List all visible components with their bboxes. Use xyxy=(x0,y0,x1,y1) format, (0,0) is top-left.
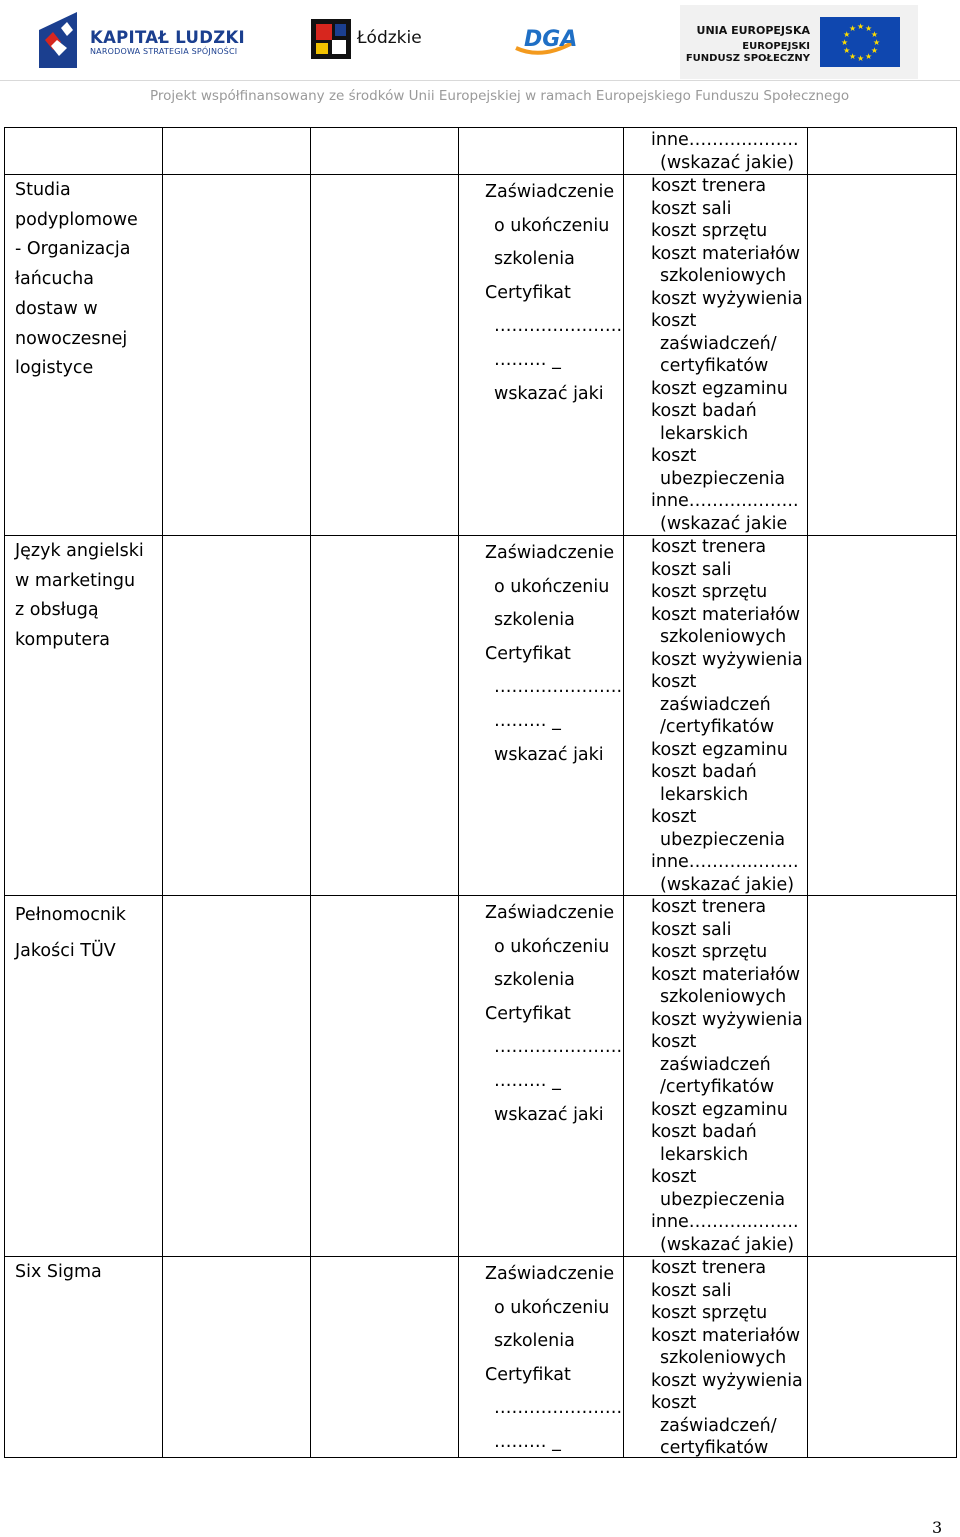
cost-items-line: koszt badań xyxy=(651,762,757,782)
cost-items-line: lekarskich xyxy=(660,784,749,805)
certificate-type-line: o ukończeniu xyxy=(494,576,610,597)
page-number: 3 xyxy=(932,1518,943,1537)
cost-items-line: szkoleniowych xyxy=(660,987,787,1007)
certificate-type xyxy=(485,897,622,1132)
course-name-line: - Organizacja xyxy=(15,239,131,260)
table-column-border xyxy=(162,127,163,1458)
certificate-type-line: o ukończeniu xyxy=(494,215,610,236)
cost-items-line: koszt badań xyxy=(651,401,757,421)
cost-items-line: szkoleniowych xyxy=(660,1348,787,1368)
certificate-type-line: ……… _ xyxy=(494,710,561,731)
certificate-type-line: o ukończeniu xyxy=(494,1297,610,1318)
certificate-type-line: Certyfikat xyxy=(485,643,571,664)
cost-items-line: koszt sprzętu xyxy=(651,1303,768,1323)
costs-top-cell-line: (wskazać jakie) xyxy=(660,152,795,173)
course-name-line: łańcucha xyxy=(15,269,94,290)
certificate-type-line: szkolenia xyxy=(494,249,575,270)
cost-items-line: koszt materiałów xyxy=(651,243,801,264)
cost-items-line: koszt sprzętu xyxy=(651,582,768,602)
cost-items-line: zaświadczeń xyxy=(660,1054,771,1075)
costs-top-cell xyxy=(651,129,799,174)
eu-star-icon: ★ xyxy=(843,30,851,39)
cost-items-line: koszt xyxy=(651,1393,697,1413)
cofinancing-note: Projekt współfinansowany ze środków Unii Europejskiej w ramach Europejskiego Funduszu Społecznego xyxy=(150,88,850,104)
table-column-border xyxy=(458,127,459,1458)
eu-star-icon: ★ xyxy=(849,51,857,61)
cost-items-line: koszt materiałów xyxy=(651,964,801,985)
cost-items-line: koszt sali xyxy=(651,559,732,580)
course-name-line: w marketingu xyxy=(15,570,136,591)
certificate-type-line: wskazać jaki xyxy=(494,744,604,765)
cost-items-line: koszt xyxy=(651,672,697,692)
cost-items-line: /certyfikatów xyxy=(660,717,775,737)
eu-star-icon: ★ xyxy=(849,24,857,34)
lodzkie-logo-text: Łódzkie xyxy=(357,28,422,48)
certificate-type-line: ……… _ xyxy=(494,1070,561,1091)
course-name xyxy=(15,537,144,656)
certificate-type-line: …………………. xyxy=(494,1398,623,1419)
cost-items-line: /certyfikatów xyxy=(660,1077,775,1097)
cost-items-line: koszt materiałów xyxy=(651,604,801,625)
course-name-line: komputera xyxy=(15,630,111,651)
page-header xyxy=(0,0,960,104)
cost-items-line: koszt materiałów xyxy=(651,1325,801,1346)
kapital-ludzki-title: KAPITAŁ LUDZKI xyxy=(90,28,245,47)
cost-items-line: koszt xyxy=(651,807,697,827)
cost-items-line: inne………..…….. xyxy=(651,491,799,511)
eu-star-icon: ★ xyxy=(870,30,879,39)
cost-items-line: ubezpieczenia xyxy=(660,1189,786,1210)
certificate-type-line: ……… _ xyxy=(494,349,561,370)
eu-flag-icon xyxy=(820,17,900,67)
course-name-line: dostaw w xyxy=(15,298,98,319)
table-column-border xyxy=(4,127,5,1458)
course-name xyxy=(15,1258,102,1288)
eu-star-icon: ★ xyxy=(857,54,865,63)
certificate-type-line: ……… _ xyxy=(494,1431,561,1452)
table-column-border xyxy=(956,127,957,1458)
course-name-line: podyplomowe xyxy=(15,209,138,230)
cost-items-line: koszt badań xyxy=(651,1122,757,1142)
eu-star-icon: ★ xyxy=(865,24,873,34)
cost-items-line: koszt xyxy=(651,1032,697,1052)
cost-items-line: koszt trenera xyxy=(651,1258,767,1278)
certificate-type-line: Zaświadczenie xyxy=(485,543,615,563)
course-name-line: Six Sigma xyxy=(15,1262,102,1282)
cost-items-line: koszt sprzętu xyxy=(651,942,768,962)
cost-items-line: szkoleniowych xyxy=(660,627,787,647)
course-name-line: Język angielski xyxy=(15,541,144,561)
cost-items-line: szkoleniowych xyxy=(660,266,787,286)
certificate-type-line: szkolenia xyxy=(494,970,575,991)
cost-items-line: koszt xyxy=(651,1167,697,1187)
eu-line-1: UNIA EUROPEJSKA xyxy=(696,24,810,37)
cost-items-line: koszt sali xyxy=(651,919,732,940)
table-row-border xyxy=(4,127,957,128)
costs-top-cell-line: inne………..…….. xyxy=(651,130,799,150)
cost-items-line: koszt egzaminu xyxy=(651,1099,788,1120)
cost-items-line: (wskazać jakie) xyxy=(660,874,795,895)
cost-items-line: koszt xyxy=(651,446,697,466)
cost-items-line: koszt sali xyxy=(651,198,732,219)
cost-items xyxy=(651,896,803,1256)
certificate-type-line: Zaświadczenie xyxy=(485,903,615,923)
certificate-type-line: Certyfikat xyxy=(485,1364,571,1385)
table-column-border xyxy=(310,127,311,1458)
certificate-type-line: o ukończeniu xyxy=(494,936,610,957)
dga-logo-icon xyxy=(512,20,592,60)
cost-items-line: ubezpieczenia xyxy=(660,468,786,489)
cost-items-line: koszt egzaminu xyxy=(651,739,788,760)
table-row-border xyxy=(4,1457,957,1458)
course-name-line: z obsługą xyxy=(15,600,99,621)
cost-items-line: koszt sprzętu xyxy=(651,221,768,241)
certificate-type-line: szkolenia xyxy=(494,610,575,631)
course-name xyxy=(15,176,138,384)
eu-star-icon: ★ xyxy=(843,46,851,55)
certificate-type-line: …………………. xyxy=(494,1037,623,1058)
course-name-line: Jakości TÜV xyxy=(15,941,116,961)
certificate-type-line: Certyfikat xyxy=(485,1003,571,1024)
cost-items-line: ubezpieczenia xyxy=(660,829,786,850)
certificate-type-line: wskazać jaki xyxy=(494,383,604,404)
cost-items-line: koszt trenera xyxy=(651,897,767,917)
course-name-line: Studia xyxy=(15,180,71,200)
course-name-line: logistyce xyxy=(15,358,94,379)
cost-items-line: zaświadczeń/ xyxy=(660,1415,777,1436)
cost-items-line: koszt egzaminu xyxy=(651,378,788,399)
certificate-type-line: Zaświadczenie xyxy=(485,182,615,202)
cost-items-line: koszt sali xyxy=(651,1280,732,1301)
eu-star-icon: ★ xyxy=(865,51,873,61)
cost-items-line: inne………..…….. xyxy=(651,852,799,872)
course-name-line: Pełnomocnik xyxy=(15,905,126,925)
certificate-type-line: …………………. xyxy=(494,677,623,698)
cost-items-line: koszt trenera xyxy=(651,176,767,196)
cost-items-line: koszt wyżywienia xyxy=(651,1009,803,1030)
certificate-type xyxy=(485,176,622,411)
certificate-type-line: Certyfikat xyxy=(485,282,571,303)
lodzkie-logo-icon xyxy=(311,19,351,59)
cost-items-line: certyfikatów xyxy=(660,356,769,376)
cost-items-line: zaświadczeń xyxy=(660,694,771,715)
cost-items-line: koszt wyżywienia xyxy=(651,288,803,309)
course-name xyxy=(15,897,126,969)
table-row-border xyxy=(4,535,957,536)
certificate-type-line: wskazać jaki xyxy=(494,1104,604,1125)
table-column-border xyxy=(623,127,624,1458)
eu-line-2: EUROPEJSKI xyxy=(742,41,810,52)
eu-star-icon: ★ xyxy=(841,38,849,47)
table-column-border xyxy=(807,127,808,1458)
cost-items-line: koszt xyxy=(651,311,697,331)
certificate-type xyxy=(485,537,622,772)
cost-items-line: certyfikatów xyxy=(660,1438,769,1458)
cost-items-line: (wskazać jakie xyxy=(660,513,788,534)
certificate-type-line: szkolenia xyxy=(494,1331,575,1352)
table-row-border xyxy=(4,1256,957,1257)
kapital-ludzki-subtitle: NARODOWA STRATEGIA SPÓJNOŚCI xyxy=(90,47,238,56)
certificate-type-line: …………………. xyxy=(494,316,623,337)
table-row-border xyxy=(4,895,957,896)
dga-logo-text: DGA xyxy=(524,27,578,52)
certificate-type-line: Zaświadczenie xyxy=(485,1264,615,1284)
eu-star-icon: ★ xyxy=(870,46,879,55)
cost-items xyxy=(651,536,803,896)
cost-items-line: lekarskich xyxy=(660,1144,749,1165)
eu-star-icon: ★ xyxy=(857,22,865,31)
cost-items-line: koszt wyżywienia xyxy=(651,1370,803,1391)
eu-line-3: FUNDUSZ SPOŁECZNY xyxy=(685,53,810,64)
cost-items-line: koszt wyżywienia xyxy=(651,649,803,670)
cost-items-line: koszt trenera xyxy=(651,537,767,557)
cost-items-line: inne………..…….. xyxy=(651,1212,799,1232)
certificate-type xyxy=(485,1258,622,1460)
cost-items xyxy=(651,175,803,535)
table-row-border xyxy=(4,174,957,175)
eu-star-icon: ★ xyxy=(873,38,881,47)
kapital-ludzki-logo-icon xyxy=(37,10,79,68)
cost-items xyxy=(651,1257,803,1460)
cost-items-line: (wskazać jakie) xyxy=(660,1234,795,1255)
cost-items-line: lekarskich xyxy=(660,423,749,444)
header-divider xyxy=(0,80,960,81)
cost-items-line: zaświadczeń/ xyxy=(660,333,777,354)
course-name-line: nowoczesnej xyxy=(15,328,128,349)
